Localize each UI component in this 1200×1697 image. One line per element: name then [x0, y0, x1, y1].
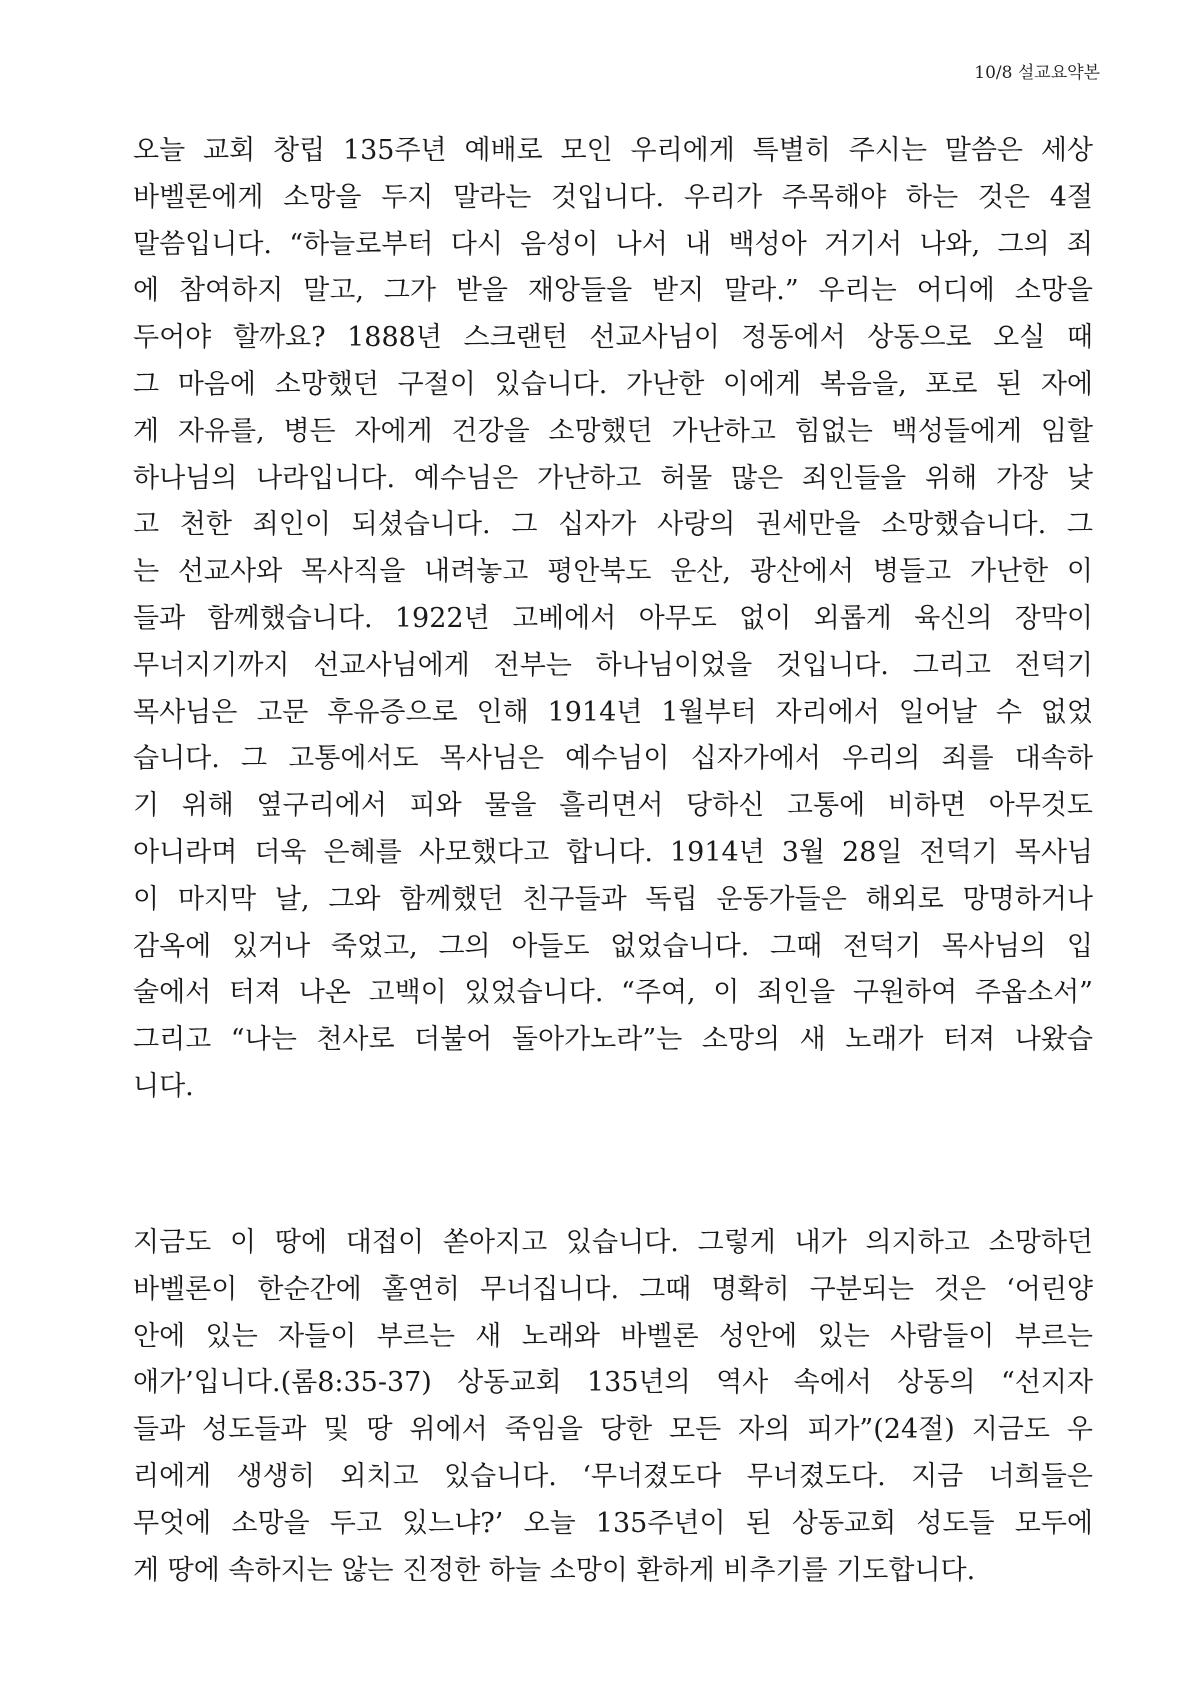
text-line: 두어야 할까요? 1888년 스크랜턴 선교사님이 정동에서 상동으로 오실 때: [133, 322, 1093, 354]
text-line: 게 자유를, 병든 자에게 건강을 소망했던 가난하고 힘없는 백성들에게 임할: [133, 415, 1093, 447]
text-line: 그 마음에 소망했던 구절이 있습니다. 가난한 이에게 복음을, 포로 된 자에: [133, 368, 1093, 400]
text-line: 오늘 교회 창립 135주년 예배로 모인 우리에게 특별히 주시는 말씀은 세상: [133, 135, 1093, 166]
text-line: 는 선교사와 목사직을 내려놓고 평안북도 운산, 광산에서 병들고 가난한 이: [133, 556, 1093, 588]
text-line: 바벨론이 한순간에 홀연히 무너집니다. 그때 명확히 구분되는 것은 ‘어린양: [133, 1273, 1093, 1305]
text-line: 안에 있는 자들이 부르는 새 노래와 바벨론 성안에 있는 사람들이 부르는: [133, 1320, 1093, 1352]
text-line: 말씀입니다. “하늘로부터 다시 음성이 나서 내 백성아 거기서 나와, 그의 죄: [133, 228, 1093, 260]
text-line: 고 천한 죄인이 되셨습니다. 그 십자가 사랑의 권세만을 소망했습니다. 그: [133, 509, 1093, 541]
text-line: 리에게 생생히 외치고 있습니다. ‘무너졌도다 무너졌도다. 지금 너희들은: [133, 1460, 1093, 1492]
text-line: 니다.: [133, 1070, 194, 1102]
text-line: 기 위해 옆구리에서 피와 물을 흘리면서 당하신 고통에 비하면 아무것도: [133, 790, 1093, 822]
text-line: 습니다. 그 고통에서도 목사님은 예수님이 십자가에서 우리의 죄를 대속하: [133, 743, 1093, 775]
text-line: 그리고 “나는 천사로 더불어 돌아가노라”는 소망의 새 노래가 터져 나왔습: [133, 1024, 1093, 1056]
paragraph-2: [133, 1220, 1093, 1594]
paragraph-1: [133, 128, 1093, 1111]
page-header: 10/8 설교요약본: [974, 63, 1100, 83]
text-line: 이 마지막 날, 그와 함께했던 친구들과 독립 운동가들은 해외로 망명하거나: [133, 883, 1093, 915]
text-line: 들과 함께했습니다. 1922년 고베에서 아무도 없이 외롭게 육신의 장막이: [133, 602, 1093, 634]
text-line: 하나님의 나라입니다. 예수님은 가난하고 허물 많은 죄인들을 위해 가장 낮: [133, 462, 1093, 494]
text-line: 감옥에 있거나 죽었고, 그의 아들도 없었습니다. 그때 전덕기 목사님의 입: [133, 930, 1093, 962]
text-line: 바벨론에게 소망을 두지 말라는 것입니다. 우리가 주목해야 하는 것은 4절: [133, 181, 1093, 213]
text-line: 애가’입니다.(롬8:35-37) 상동교회 135년의 역사 속에서 상동의 “선지자: [133, 1367, 1093, 1399]
text-line: 들과 성도들과 및 땅 위에서 죽임을 당한 모든 자의 피가”(24절) 지금도 우: [133, 1414, 1093, 1446]
text-line: 목사님은 고문 후유증으로 인해 1914년 1월부터 자리에서 일어날 수 없었: [133, 696, 1093, 728]
text-line: 게 땅에 속하지는 않는 진정한 하늘 소망이 환하게 비추기를 기도합니다.: [133, 1554, 976, 1586]
text-line: 술에서 터져 나온 고백이 있었습니다. “주여, 이 죄인을 구원하여 주옵소서”: [133, 977, 1093, 1009]
text-line: 에 참여하지 말고, 그가 받을 재앙들을 받지 말라.” 우리는 어디에 소망을: [133, 275, 1093, 307]
text-line: 지금도 이 땅에 대접이 쏟아지고 있습니다. 그렇게 내가 의지하고 소망하던: [133, 1227, 1093, 1258]
text-line: 무너지기까지 선교사님에게 전부는 하나님이었을 것입니다. 그리고 전덕기: [133, 649, 1093, 681]
text-line: 아니라며 더욱 은혜를 사모했다고 합니다. 1914년 3월 28일 전덕기 목사님: [133, 836, 1093, 868]
text-line: 무엇에 소망을 두고 있느냐?’ 오늘 135주년이 된 상동교회 성도들 모두에: [133, 1507, 1093, 1539]
